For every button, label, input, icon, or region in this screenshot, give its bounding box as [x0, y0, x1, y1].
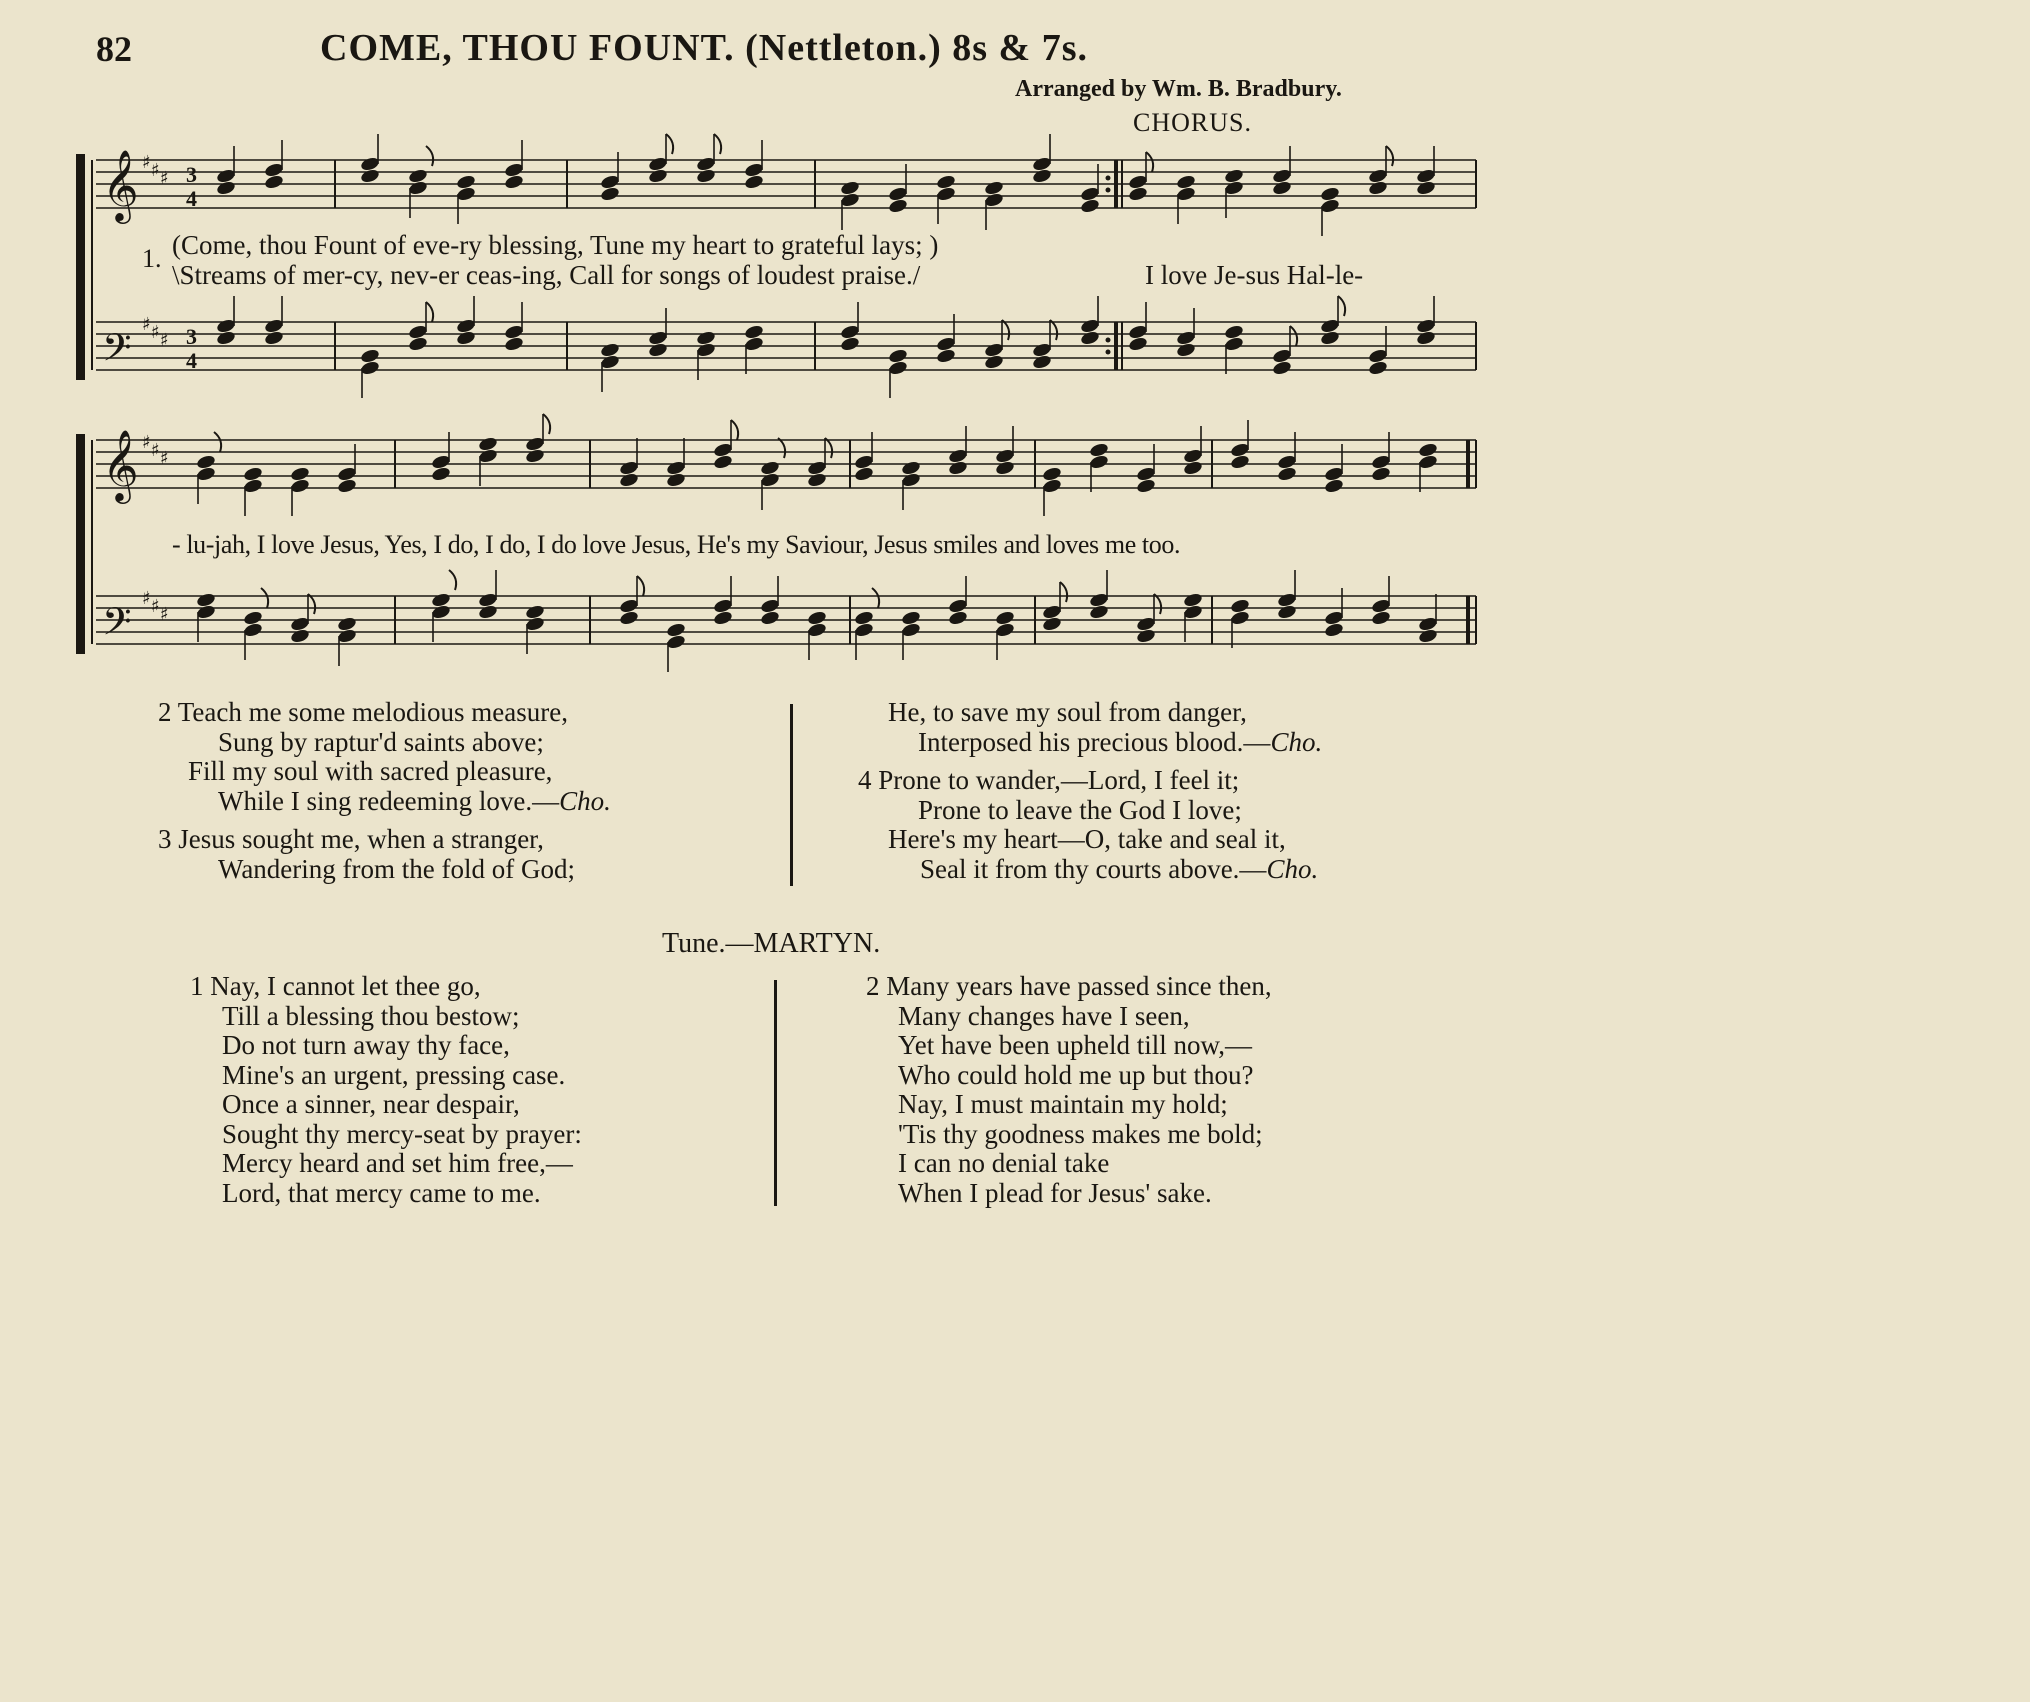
- sharp-icon: ♯: [160, 448, 169, 469]
- stanza-line: [190, 1179, 582, 1209]
- time-signature-icon: 3: [186, 162, 197, 187]
- note-head: [1230, 454, 1251, 470]
- note-head: [504, 336, 525, 352]
- tune-title: Tune.—MARTYN.: [662, 928, 881, 959]
- note-head: [1032, 354, 1053, 370]
- note-head: [264, 174, 285, 190]
- treble-clef-icon: 𝄞: [102, 148, 139, 221]
- note-head: [948, 610, 969, 626]
- stanza-line: [158, 757, 611, 787]
- note-flag: [1386, 146, 1393, 166]
- note-head: [1277, 466, 1298, 482]
- stanza-text: Mercy heard and set him free,—: [222, 1148, 573, 1178]
- note-head: [1183, 592, 1204, 608]
- stanza-text: While I sing redeeming love.—: [218, 785, 560, 816]
- repeat-dot: [1106, 350, 1111, 355]
- stanza-text: Once a sinner, near despair,: [222, 1089, 520, 1119]
- time-signature-icon: 4: [186, 186, 197, 211]
- note-head: [648, 168, 669, 184]
- note-head: [264, 330, 285, 346]
- note-head: [984, 354, 1005, 370]
- note-head: [807, 610, 828, 626]
- note-head: [1042, 616, 1063, 632]
- note-flag: [1154, 594, 1161, 614]
- note-flag: [214, 432, 221, 452]
- note-head: [888, 198, 909, 214]
- note-head: [936, 348, 957, 364]
- stanza-line: [858, 796, 1318, 826]
- bass-clef-icon: 𝄢: [102, 325, 132, 379]
- stanza-line: [190, 1120, 582, 1150]
- note-head: [1042, 466, 1063, 482]
- note-head: [995, 610, 1016, 626]
- stanza-text: Yet have been upheld till now,—: [898, 1030, 1252, 1060]
- note-head: [456, 174, 477, 190]
- stanza-number: 2: [158, 697, 172, 727]
- note-head: [1080, 330, 1101, 346]
- note-head: [936, 174, 957, 190]
- note-flag: [1338, 296, 1345, 316]
- stanza-text: Seal it from thy courts above.—: [920, 853, 1267, 884]
- note-flag: [426, 302, 433, 322]
- note-head: [525, 448, 546, 464]
- note-head: [216, 180, 237, 196]
- note-head: [1224, 168, 1245, 184]
- stanza-line: [190, 1031, 582, 1061]
- stanza-text: When I plead for Jesus' sake.: [898, 1177, 1212, 1208]
- note-flag: [261, 588, 268, 608]
- note-head: [948, 460, 969, 476]
- note-head: [600, 342, 621, 358]
- stanza-text: Till a blessing thou bestow;: [222, 1000, 520, 1031]
- stanza-line: [190, 1090, 582, 1120]
- note-head: [360, 348, 381, 364]
- note-head: [840, 336, 861, 352]
- stanza-number: 3: [158, 824, 172, 854]
- note-head: [600, 186, 621, 202]
- chorus-cue: Cho.: [1266, 853, 1319, 884]
- chorus-lyrics-2: - lu-jah, I love Jesus, Yes, I do, I do, I do love Jesus, He's my Saviour, Jesus smiles and loves me too.: [172, 530, 1181, 559]
- column-divider: [774, 980, 777, 1206]
- stanza-text: 'Tis thy goodness makes me bold;: [898, 1118, 1263, 1149]
- martyn-stanza-1: [190, 972, 582, 1208]
- stanza-line: [858, 855, 1318, 885]
- stanza-text: Many changes have I seen,: [898, 1000, 1190, 1031]
- note-head: [1089, 442, 1110, 458]
- note-head: [1224, 324, 1245, 340]
- note-head: [696, 168, 717, 184]
- note-flag: [1002, 320, 1009, 340]
- note-head: [431, 466, 452, 482]
- verse-number: 1.: [142, 244, 162, 273]
- stanza-line: [190, 1061, 582, 1091]
- stanza-line: [866, 1149, 1272, 1179]
- lyrics-line-2: \Streams of mer-cy, nev-er ceas-ing, Call for songs of loudest praise./: [172, 260, 921, 290]
- stanza-text: Mine's an urgent, pressing case.: [222, 1059, 566, 1090]
- sharp-icon: ♯: [151, 160, 160, 181]
- stanza-line: [190, 1149, 582, 1179]
- note-head: [888, 348, 909, 364]
- stanza-text: He, to save my soul from danger,: [888, 697, 1247, 727]
- stanza-line: [866, 1120, 1272, 1150]
- chorus-lyrics-1: I love Je-sus Hal-le-: [1145, 260, 1364, 290]
- note-head: [525, 604, 546, 620]
- note-head: [1368, 180, 1389, 196]
- note-flag: [637, 576, 644, 596]
- note-flag: [449, 570, 456, 590]
- bass-clef-icon: 𝄢: [102, 599, 132, 653]
- note-head: [1416, 180, 1437, 196]
- stanza-line: [158, 728, 611, 758]
- note-head: [1176, 174, 1197, 190]
- note-head: [290, 628, 311, 644]
- note-head: [243, 466, 264, 482]
- note-head: [901, 460, 922, 476]
- stanza-text: Prone to wander,—Lord, I feel it;: [878, 765, 1240, 795]
- stanza-line: [158, 787, 611, 817]
- stanza-line: [190, 1002, 582, 1032]
- stanza-text: Here's my heart—O, take and seal it,: [888, 824, 1286, 854]
- note-flag: [872, 588, 879, 608]
- note-head: [619, 472, 640, 488]
- stanza-text: Interposed his precious blood.—: [918, 726, 1271, 757]
- note-head: [337, 616, 358, 632]
- note-head: [456, 330, 477, 346]
- note-head: [840, 180, 861, 196]
- note-flag: [1060, 582, 1067, 602]
- note-head: [713, 454, 734, 470]
- note-head: [1371, 466, 1392, 482]
- note-head: [1176, 342, 1197, 358]
- stanza-line: [190, 972, 582, 1002]
- stanza-text: I can no denial take: [898, 1148, 1110, 1178]
- note-head: [504, 174, 525, 190]
- repeat-dot: [1106, 188, 1111, 193]
- sharp-icon: ♯: [142, 314, 151, 335]
- note-head: [1089, 604, 1110, 620]
- note-head: [1368, 360, 1389, 376]
- sharp-icon: ♯: [151, 322, 160, 343]
- note-head: [290, 466, 311, 482]
- note-head: [1324, 622, 1345, 638]
- note-head: [984, 180, 1005, 196]
- stanza-number: 1: [190, 971, 204, 1001]
- note-head: [1080, 198, 1101, 214]
- stanza-line: [866, 1179, 1272, 1209]
- note-head: [1324, 478, 1345, 494]
- note-head: [666, 472, 687, 488]
- repeat-dot: [1106, 176, 1111, 181]
- stanza-text: Jesus sought me, when a stranger,: [178, 824, 544, 854]
- note-flag: [666, 134, 673, 154]
- stanza-text: Lord, that mercy came to me.: [222, 1177, 541, 1208]
- stanza-text: Do not turn away thy face,: [222, 1030, 510, 1060]
- note-head: [1128, 336, 1149, 352]
- note-head: [337, 478, 358, 494]
- note-flag: [1050, 320, 1057, 340]
- note-head: [1320, 186, 1341, 202]
- stanza-line: [158, 825, 575, 855]
- note-head: [744, 324, 765, 340]
- note-head: [243, 610, 264, 626]
- note-head: [1272, 360, 1293, 376]
- column-divider: [790, 704, 793, 886]
- stanza-line: [158, 855, 575, 885]
- note-head: [648, 342, 669, 358]
- note-flag: [426, 146, 433, 166]
- note-head: [807, 472, 828, 488]
- note-head: [1183, 460, 1204, 476]
- note-head: [1371, 610, 1392, 626]
- system-bracket: [76, 434, 85, 654]
- note-head: [854, 466, 875, 482]
- stanza-text: Nay, I cannot let thee go,: [210, 971, 481, 1001]
- note-head: [854, 610, 875, 626]
- stanza-line: [866, 1061, 1272, 1091]
- note-head: [1277, 604, 1298, 620]
- repeat-dot: [1106, 338, 1111, 343]
- stanza-text: Fill my soul with sacred pleasure,: [188, 756, 553, 786]
- note-head: [1032, 168, 1053, 184]
- note-head: [1136, 628, 1157, 644]
- note-head: [619, 610, 640, 626]
- stanza-3-continued: [888, 698, 1322, 757]
- sharp-icon: ♯: [160, 330, 169, 351]
- note-head: [1128, 186, 1149, 202]
- stanza-text: Sought thy mercy-seat by prayer:: [222, 1118, 582, 1149]
- stanza-text: Many years have passed since then,: [886, 971, 1272, 1001]
- note-head: [1230, 598, 1251, 614]
- sharp-icon: ♯: [160, 168, 169, 189]
- note-head: [696, 330, 717, 346]
- sharp-icon: ♯: [160, 604, 169, 625]
- stanza-text: Who could hold me up but thou?: [898, 1059, 1254, 1090]
- time-signature-icon: 3: [186, 324, 197, 349]
- note-flag: [1290, 326, 1297, 346]
- stanza-number: 2: [866, 971, 880, 1001]
- stanza-line: [866, 1002, 1272, 1032]
- note-flag: [825, 438, 832, 458]
- note-head: [1136, 478, 1157, 494]
- arranger-credit: Arranged by Wm. B. Bradbury.: [1015, 76, 1342, 102]
- stanza-3: [158, 825, 575, 884]
- chorus-cue: Cho.: [559, 785, 611, 816]
- stanza-line: [866, 1031, 1272, 1061]
- note-head: [713, 610, 734, 626]
- note-flag: [731, 420, 738, 440]
- note-head: [1272, 180, 1293, 196]
- note-head: [901, 610, 922, 626]
- stanza-text: Teach me some melodious measure,: [177, 697, 568, 727]
- lyrics-line-1: (Come, thou Fount of eve-ry blessing, Tune my heart to grateful lays; ): [172, 230, 939, 260]
- note-flag: [308, 594, 315, 614]
- note-head: [196, 454, 217, 470]
- note-head: [995, 460, 1016, 476]
- note-head: [408, 168, 429, 184]
- stanza-line: [158, 698, 611, 728]
- stanza-line: [858, 766, 1318, 796]
- note-flag: [543, 414, 550, 434]
- stanza-line: [858, 825, 1318, 855]
- sharp-icon: ♯: [151, 440, 160, 461]
- stanza-text: Nay, I must maintain my hold;: [898, 1089, 1228, 1119]
- stanza-2: [158, 698, 611, 816]
- stanza-line: [866, 972, 1272, 1002]
- system-bracket: [76, 154, 85, 380]
- note-head: [760, 460, 781, 476]
- note-head: [478, 604, 499, 620]
- note-flag: [778, 438, 785, 458]
- stanza-text: Sung by raptur'd saints above;: [218, 726, 544, 757]
- chorus-cue: Cho.: [1270, 726, 1323, 757]
- page-number: 82: [96, 29, 132, 69]
- stanza-line: [888, 698, 1322, 728]
- note-head: [1320, 330, 1341, 346]
- sharp-icon: ♯: [142, 152, 151, 173]
- treble-clef-icon: 𝄞: [102, 428, 139, 501]
- note-head: [196, 592, 217, 608]
- stanza-line: [888, 728, 1322, 758]
- note-head: [744, 174, 765, 190]
- stanza-line: [866, 1090, 1272, 1120]
- note-head: [1416, 330, 1437, 346]
- stanza-4: [858, 766, 1318, 884]
- time-signature-icon: 4: [186, 348, 197, 373]
- note-flag: [1146, 152, 1153, 172]
- chorus-label: CHORUS.: [1133, 108, 1252, 137]
- note-head: [1418, 442, 1439, 458]
- note-head: [666, 622, 687, 638]
- note-head: [360, 168, 381, 184]
- note-head: [1418, 628, 1439, 644]
- sharp-icon: ♯: [151, 596, 160, 617]
- sharp-icon: ♯: [142, 588, 151, 609]
- stanza-text: Wandering from the fold of God;: [218, 853, 575, 884]
- note-flag: [714, 134, 721, 154]
- note-head: [478, 436, 499, 452]
- sharp-icon: ♯: [142, 432, 151, 453]
- stanza-text: Prone to leave the God I love;: [918, 794, 1242, 825]
- hymn-title: COME, THOU FOUNT. (Nettleton.) 8s & 7s.: [320, 27, 1088, 69]
- music-score: [0, 0, 1568, 700]
- note-head: [760, 610, 781, 626]
- stanza-number: 4: [858, 765, 872, 795]
- note-head: [216, 330, 237, 346]
- note-head: [431, 592, 452, 608]
- martyn-stanza-2: [866, 972, 1272, 1208]
- note-head: [408, 336, 429, 352]
